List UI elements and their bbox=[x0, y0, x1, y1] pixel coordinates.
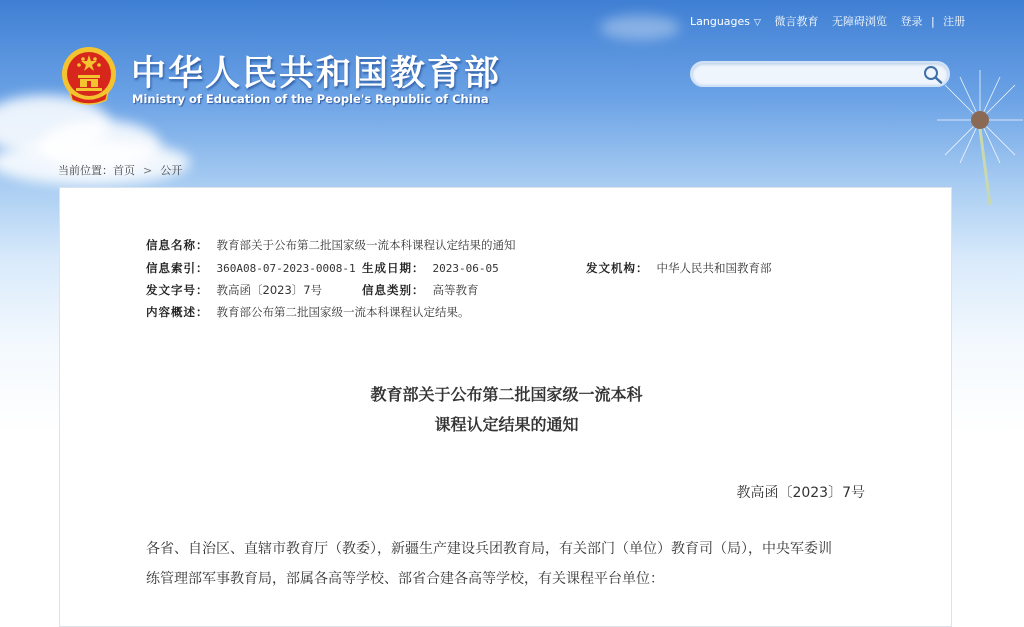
info-date-label: 生成日期： bbox=[362, 261, 425, 275]
info-date-row bbox=[362, 260, 499, 276]
breadcrumb-prefix: 当前位置： bbox=[58, 164, 113, 177]
site-title-en: Ministry of Education of the People's Republic of China bbox=[132, 92, 489, 106]
dandelion-decoration-icon bbox=[905, 55, 1024, 205]
search-input[interactable] bbox=[702, 66, 916, 84]
info-issuer-label: 发文机构： bbox=[586, 261, 649, 275]
document-body-line1: 各省、自治区、直辖市教育厅（教委），新疆生产建设兵团教育局，有关部门（单位）教育司（局），中央军委训 bbox=[146, 541, 832, 557]
document-number: 教高函〔2023〕7号 bbox=[736, 485, 865, 501]
info-docno-label: 发文字号： bbox=[146, 283, 209, 297]
languages-label: Languages bbox=[690, 15, 751, 28]
top-links bbox=[690, 13, 965, 29]
login-link[interactable]: 登录 bbox=[900, 15, 923, 28]
languages-menu[interactable] bbox=[690, 15, 761, 28]
info-name-row bbox=[146, 237, 516, 253]
info-summary-value: 教育部公布第二批国家级一流本科课程认定结果。 bbox=[216, 305, 470, 319]
link-separator: | bbox=[930, 15, 935, 28]
site-header bbox=[0, 0, 1024, 190]
accessibility-link[interactable]: 无障碍浏览 bbox=[831, 15, 887, 28]
document-title-line2: 课程认定结果的通知 bbox=[434, 415, 579, 434]
info-category-value: 高等教育 bbox=[432, 283, 479, 297]
breadcrumb-arrow-icon: > bbox=[143, 164, 153, 177]
info-issuer-value: 中华人民共和国教育部 bbox=[656, 261, 772, 275]
info-issuer-row bbox=[586, 260, 772, 276]
info-index-row bbox=[146, 260, 356, 276]
info-summary-row bbox=[146, 304, 470, 320]
info-category-label: 信息类别： bbox=[362, 283, 425, 297]
breadcrumb-current-link[interactable]: 公开 bbox=[160, 164, 183, 177]
chevron-down-icon: ▽ bbox=[754, 18, 761, 28]
info-name-value: 教育部关于公布第二批国家级一流本科课程认定结果的通知 bbox=[216, 238, 516, 252]
info-name-label: 信息名称： bbox=[146, 238, 209, 252]
info-category-row bbox=[362, 282, 479, 298]
national-emblem-icon bbox=[60, 44, 118, 106]
document-body-line2: 练管理部军事教育局，部属各高等学校、部省合建各高等学校，有关课程平台单位： bbox=[146, 571, 664, 587]
document-title-line1: 教育部关于公布第二批国家级一流本科 bbox=[370, 385, 643, 404]
info-date-value: 2023-06-05 bbox=[432, 262, 499, 275]
content-panel bbox=[59, 187, 952, 627]
site-title-cn: 中华人民共和国教育部 bbox=[131, 54, 502, 94]
breadcrumb bbox=[58, 162, 182, 178]
info-summary-label: 内容概述： bbox=[146, 305, 209, 319]
register-link[interactable]: 注册 bbox=[943, 15, 966, 28]
info-docno-value: 教高函〔2023〕7号 bbox=[216, 283, 323, 297]
breadcrumb-home-link[interactable]: 首页 bbox=[113, 164, 135, 177]
info-index-label: 信息索引： bbox=[146, 261, 209, 275]
info-index-value: 360A08-07-2023-0008-1 bbox=[216, 262, 356, 275]
info-docno-row bbox=[146, 282, 322, 298]
weibo-link[interactable]: 微言教育 bbox=[774, 15, 819, 28]
